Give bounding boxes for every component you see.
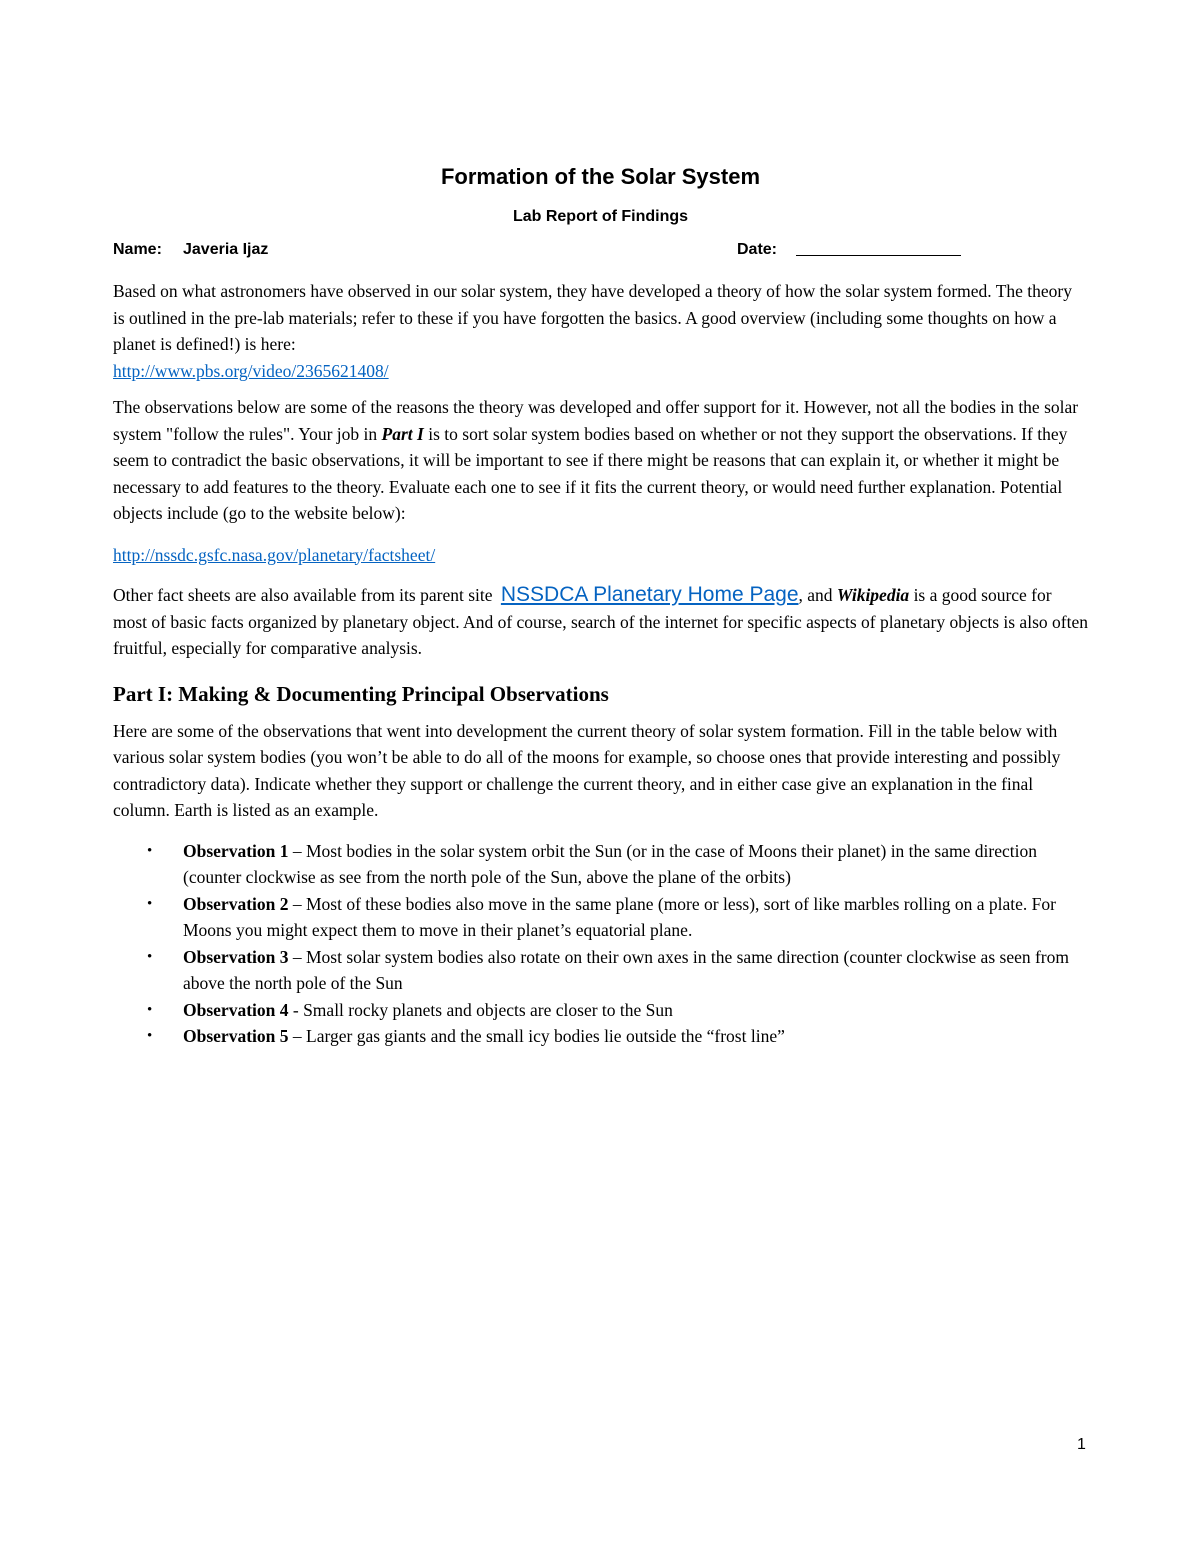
list-item [113,838,1088,891]
paragraph3-text-c: is a good source for most of basic facts organized by planetary object. And of course, search of the internet for specific aspects of planetary objects is also often fruitful, especially for comparative analysis. [113,585,1088,658]
observation-text: – Most solar system bodies also rotate on their own axes in the same direction (counter clockwise as seen from above the north pole of the Sun [183,946,1069,993]
bullet-icon: • [147,1028,153,1044]
pbs-video-link[interactable]: http://www.pbs.org/video/2365621408/ [113,360,389,381]
date-label: Date: [737,241,778,258]
name-value: Javeria Ijaz [183,241,269,258]
paragraph2-text-b: is to sort solar system bodies based on whether or not they support the observations. If they seem to contradict the basic observations, it will be important to see if there might be reasons that can explain it, or whether it might be necessary to add features to the theory. Evaluate each one to see if it fits the current theory, or would need further explanation. Potential objects include (go to the website below): [113,423,1068,523]
nssdca-home-link[interactable]: NSSDCA Planetary Home Page [500,583,799,606]
date-blank-line [796,255,961,256]
observations-intro-paragraph [113,394,1088,527]
paragraph3-text-a: Other fact sheets are also available from its parent site [113,585,497,605]
nasa-factsheet-link[interactable]: http://nssdc.gsfc.nasa.gov/planetary/factsheet/ [113,544,436,565]
bullet-icon: • [147,842,153,859]
document-page [113,160,1088,1050]
intro-paragraph [113,278,1088,384]
bullet-icon: • [147,948,153,965]
observation-label: Observation 4 [183,999,289,1020]
observation-text: - Small rocky planets and objects are closer to the Sun [288,999,673,1020]
paragraph3-text-b: , and [798,585,837,605]
observation-label: Observation 3 [183,946,289,967]
bullet-icon: • [147,1001,153,1018]
wikipedia-emphasis: Wikipedia [836,585,910,605]
list-item [113,944,1088,997]
part-one-heading: Part I: Making & Documenting Principal Observations [113,681,609,706]
observation-label: Observation 1 [183,840,289,861]
part-one-instructions: Here are some of the observations that went into development the current theory of solar system formation. Fill in the table below with various solar system bodies (you won’t be able to do all of the moons for example, so choose ones that provide interesting and possibly contradictory data). Indicate whether they support or challenge the current theory, and in either case give an explanation in the final column. Earth is listed as an example. [113,720,1061,820]
list-item [113,1023,1088,1050]
paragraph2-text-a: The observations below are some of the reasons the theory was developed and offer support for it. However, not all the bodies in the solar system "follow the rules". Your job in [113,397,1079,444]
observation-text: – Larger gas giants and the small icy bodies lie outside the “frost line” [288,1026,785,1046]
list-item [113,891,1088,944]
part-one-emphasis: Part I [381,423,424,444]
other-sources-paragraph [113,582,1088,662]
document-subtitle: Lab Report of Findings [512,208,689,225]
bullet-icon: • [147,895,153,912]
observation-label: Observation 2 [183,893,289,914]
observation-text: – Most of these bodies also move in the same plane (more or less), sort of like marbles rolling on a plate. For Moons you might expect them to move in their planet’s equatorial plane. [183,893,1056,940]
factsheet-link-paragraph [113,542,1088,569]
name-date-row [113,238,1088,262]
intro-text: Based on what astronomers have observed in our solar system, they have developed a theory of how the solar system formed. The theory is outlined in the pre-lab materials; refer to these if you have forgotten the basics. A good overview (including some thoughts on how a planet is defined!) is here: [113,281,1073,354]
list-item [113,997,1088,1024]
observation-label: Observation 5 [183,1026,289,1046]
name-label: Name: [113,241,162,258]
page-number: 1 [1077,1436,1086,1453]
observations-list [113,838,1088,1050]
document-title: Formation of the Solar System [440,164,761,189]
observation-text: – Most bodies in the solar system orbit the Sun (or in the case of Moons their planet) in the same direction (counter clockwise as see from the north pole of the Sun, above the plane of the orbits) [183,840,1037,887]
